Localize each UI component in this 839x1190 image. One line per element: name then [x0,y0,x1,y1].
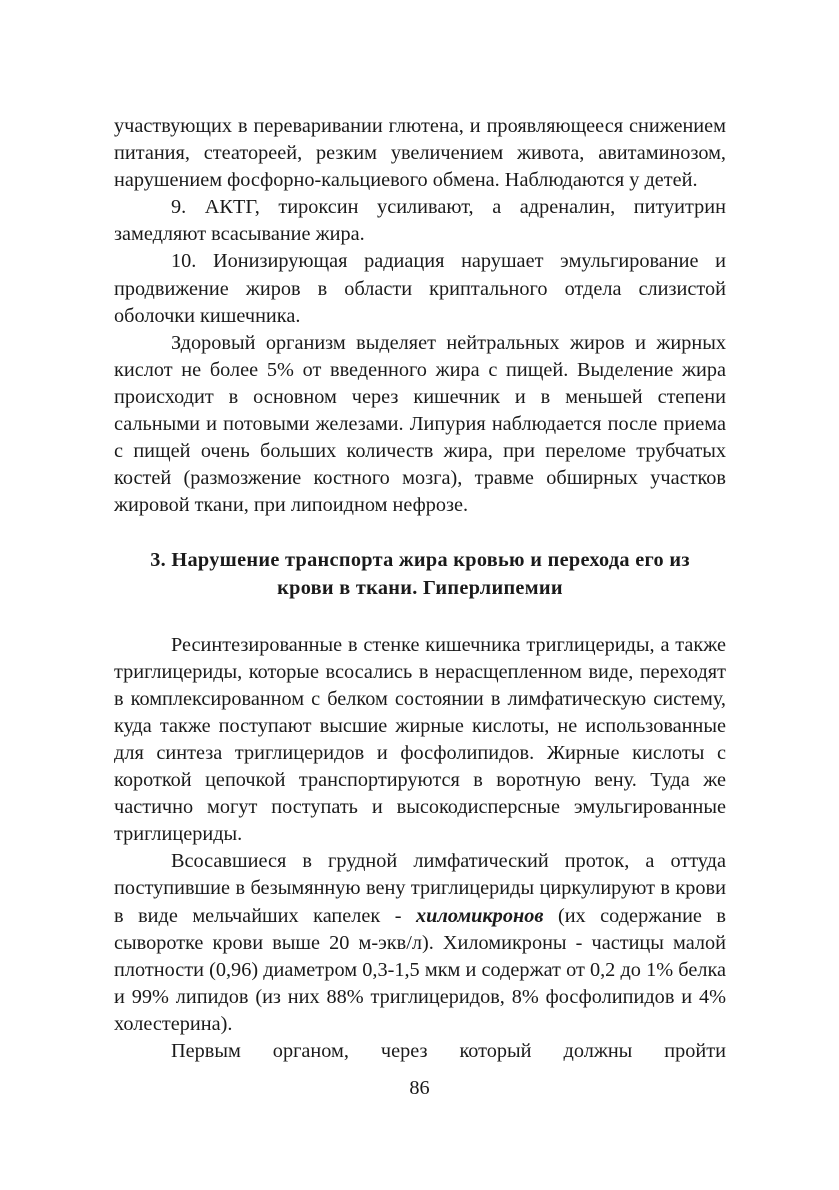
term-chylomicrons: хиломикронов [416,904,544,927]
section-heading [114,547,726,601]
paragraph-radiation: 10. Ионизирующая радиация нарушает эмульгирование и продвижение жиров в области криптального отдела слизистой оболочки кишечника. [114,250,726,327]
paragraph-fat-excretion: Здоровый организм выделяет нейтральных жиров и жирных кислот не более 5% от введенного жира с пищей. Выделение жира происходит в основном через кишечник и в меньшей степени сальными и потовыми железами. Липурия наблюдается после приема с пищей очень больших количеств жира, при переломе трубчатых костей (размозжение костного мозга), травме обширных участков жировой ткани, при липоидном нефрозе. [114,331,726,517]
paragraph-celiac-continuation: участвующих в переваривании глютена, и проявляющееся снижением питания, стеатореей, резким увеличением живота, авитаминозом, нарушением фосфорно-кальциевого обмена. Наблюдаются у детей. [114,115,726,192]
spacer [114,519,726,547]
section-heading-line-2: крови в ткани. Гиперлипемии [277,576,563,599]
paragraph-chylomicrons [114,848,726,1038]
paragraph-resynthesized-triglycerides: Ресинтезированные в стенке кишечника триглицериды, а также триглицериды, которые всосались в нерасщепленном виде, переходят в комплексированном с белком состоянии в лимфатическую систему, куда также поступают высшие жирные кислоты, не использованные для синтеза триглицеридов и фосфолипидов. Жирные кислоты с короткой цепочкой транспортируются в воротную вену. Туда же частично могут поступать и высокодисперсные эмульгированные триглицериды. [114,633,726,846]
page-number: 86 [409,1077,430,1099]
paragraph-hormones: 9. АКТГ, тироксин усиливают, а адреналин, питуитрин замедляют всасывание жира. [114,196,726,246]
section-heading-line-1: 3. Нарушение транспорта жира кровью и перехода его из [150,549,690,572]
chylomicrons-text-after: (их содержание в сыворотке крови выше 20 м-экв/л). Хиломикроны - частицы малой плотности (0,96) диаметром 0,3-1,5 мкм и содержат от 0,2 до 1% белка и 99% липидов (из них 88% триглицеридов, 8% фосфолипидов и 4% холестерина). [114,904,727,1035]
spacer [114,602,726,632]
page-body [114,113,726,1065]
paragraph-first-organ: Первым органом, через который должны пройти [171,1040,726,1062]
chylomicrons-text-before: Всосавшиеся в грудной лимфатический проток, а оттуда поступившие в безымянную вену триглицериды циркулируют в крови в виде мельчайших капелек - [114,850,726,927]
